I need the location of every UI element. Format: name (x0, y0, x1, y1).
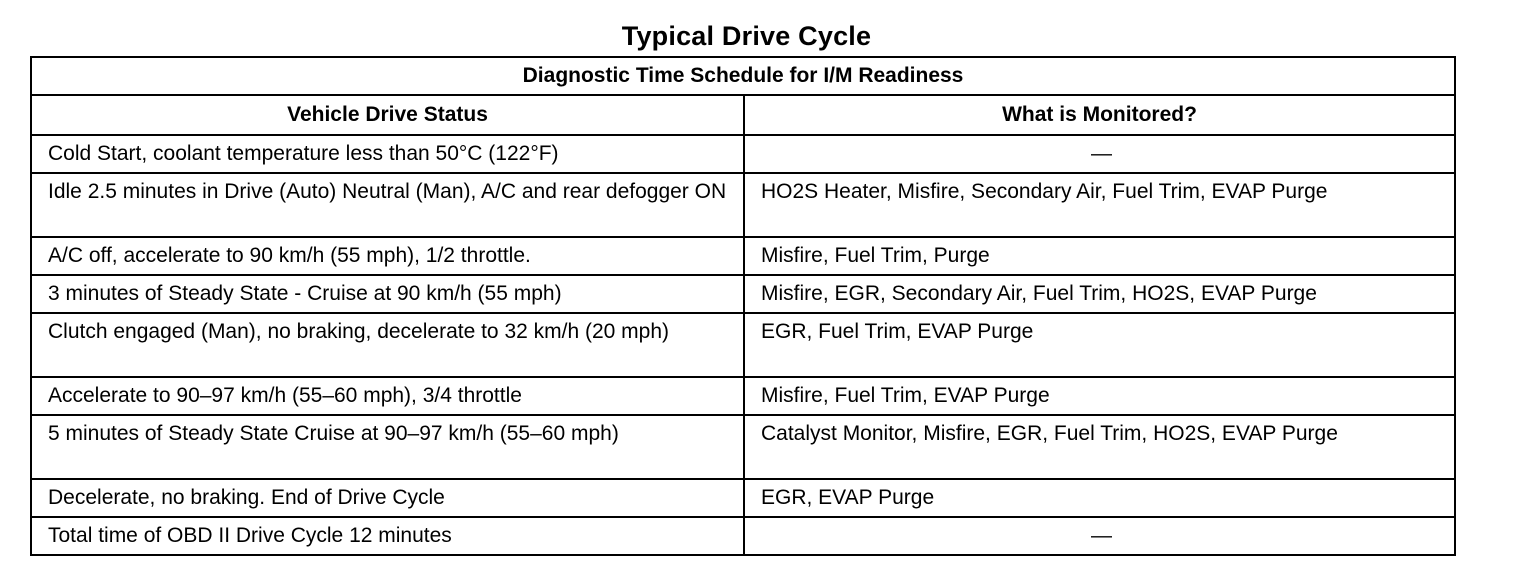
drive-status-cell: 3 minutes of Steady State - Cruise at 90 km/h (55 mph) (31, 275, 744, 313)
monitored-cell: HO2S Heater, Misfire, Secondary Air, Fuel Trim, EVAP Purge (744, 173, 1455, 237)
drive-status-cell: Decelerate, no braking. End of Drive Cycle (31, 479, 744, 517)
table-header-row (31, 95, 1455, 135)
drive-cycle-table (30, 56, 1456, 556)
table-caption: Diagnostic Time Schedule for I/M Readiness (31, 57, 1455, 95)
monitored-cell: Misfire, Fuel Trim, EVAP Purge (744, 377, 1455, 415)
table-row (31, 173, 1455, 237)
monitored-cell: — (744, 517, 1455, 555)
document-title: Typical Drive Cycle (621, 21, 872, 51)
drive-status-cell: Cold Start, coolant temperature less than 50°C (122°F) (31, 135, 744, 173)
monitored-cell: — (744, 135, 1455, 173)
table-row (31, 313, 1455, 377)
table-caption-row (31, 57, 1455, 95)
header-what-is-monitored: What is Monitored? (744, 95, 1455, 135)
monitored-cell: Misfire, Fuel Trim, Purge (744, 237, 1455, 275)
table-row (31, 275, 1455, 313)
monitored-cell: Misfire, EGR, Secondary Air, Fuel Trim, HO2S, EVAP Purge (744, 275, 1455, 313)
monitored-cell: EGR, EVAP Purge (744, 479, 1455, 517)
table-row (31, 377, 1455, 415)
table-row (31, 135, 1455, 173)
table-row (31, 517, 1455, 555)
drive-status-cell: Total time of OBD II Drive Cycle 12 minutes (31, 517, 744, 555)
table-row (31, 237, 1455, 275)
table-row (31, 479, 1455, 517)
drive-status-cell: Idle 2.5 minutes in Drive (Auto) Neutral (Man), A/C and rear defogger ON (31, 173, 744, 237)
drive-status-cell: Clutch engaged (Man), no braking, decelerate to 32 km/h (20 mph) (31, 313, 744, 377)
drive-status-cell: Accelerate to 90–97 km/h (55–60 mph), 3/4 throttle (31, 377, 744, 415)
header-vehicle-drive-status: Vehicle Drive Status (31, 95, 744, 135)
drive-status-cell: A/C off, accelerate to 90 km/h (55 mph), 1/2 throttle. (31, 237, 744, 275)
monitored-cell: EGR, Fuel Trim, EVAP Purge (744, 313, 1455, 377)
drive-status-cell: 5 minutes of Steady State Cruise at 90–97 km/h (55–60 mph) (31, 415, 744, 479)
table-row (31, 415, 1455, 479)
monitored-cell: Catalyst Monitor, Misfire, EGR, Fuel Trim, HO2S, EVAP Purge (744, 415, 1455, 479)
